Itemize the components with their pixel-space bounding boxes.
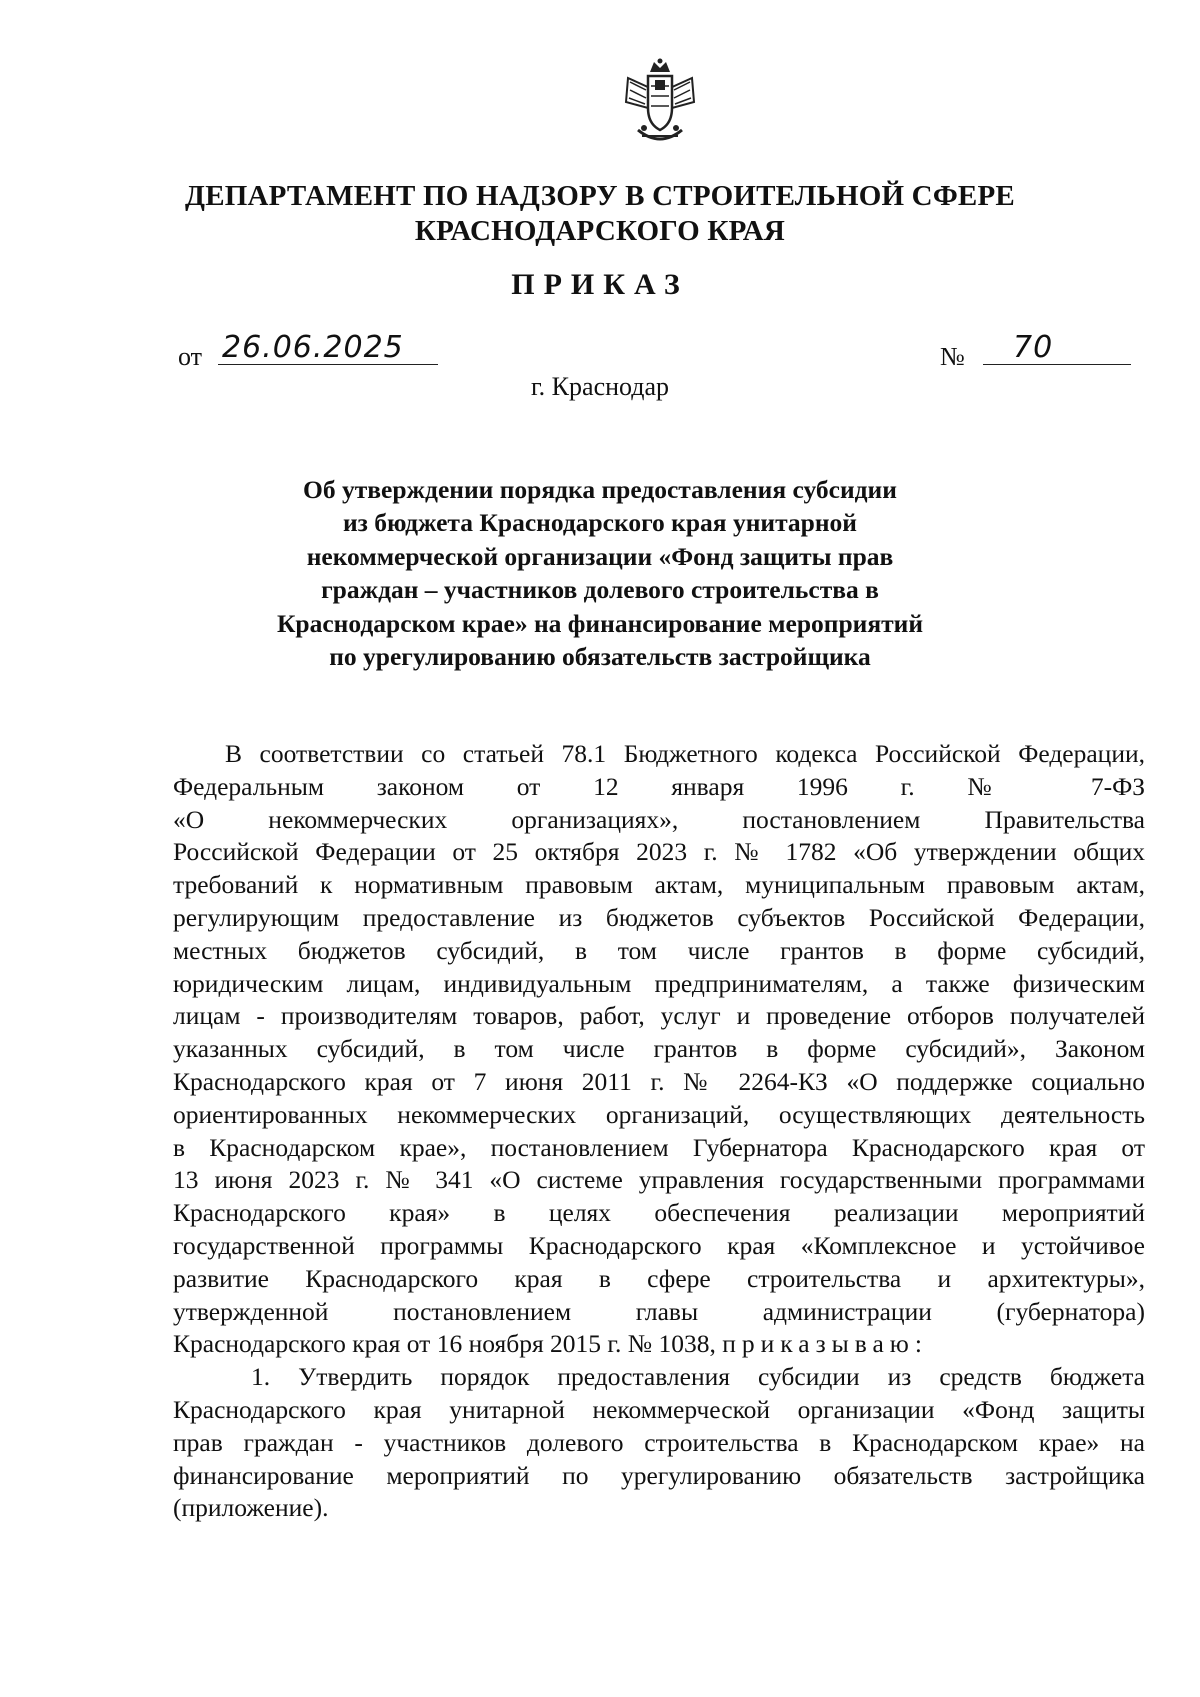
title-line: из бюджета Краснодарского края унитарной xyxy=(342,508,858,538)
body-line: «О некоммерческих организациях», постановлением Правительства xyxy=(173,804,1145,834)
order-number: 70 xyxy=(1013,330,1054,365)
order-body xyxy=(173,738,1145,1525)
body-line: требований к нормативным правовым актам, муниципальным правовым актам, xyxy=(173,870,1145,900)
body-line-prefix: Краснодарского края от 16 ноября 2015 г. № 1038, xyxy=(173,1329,716,1359)
body-line: Российской Федерации от 25 октября 2023 г. № 1782 «Об утверждении общих xyxy=(173,837,1145,867)
body-line: развитие Краснодарского края в сфере строительства и архитектуры», xyxy=(173,1263,1145,1293)
item-line: прав граждан - участников долевого строительства в Краснодарском крае» на xyxy=(173,1427,1145,1457)
body-line: Федеральным законом от 12 января 1996 г. № 7-ФЗ xyxy=(173,771,1145,801)
date-label: от xyxy=(178,342,203,371)
city-line: г. Краснодар xyxy=(530,372,670,401)
order-verb: приказываю: xyxy=(722,1329,928,1359)
body-line: 13 июня 2023 г. № 341 «О системе управления государственными программами xyxy=(173,1165,1145,1195)
item-line: 1. Утвердить порядок предоставления субсидии из средств бюджета xyxy=(251,1362,1145,1392)
title-line: Краснодарском крае» на финансирование мероприятий xyxy=(276,608,924,638)
item-line: финансирование мероприятий по урегулированию обязательств застройщика xyxy=(173,1460,1145,1490)
order-title xyxy=(200,473,1000,673)
krasnodar-coat-of-arms-icon xyxy=(620,58,700,148)
document-type-heading: ПРИКАЗ xyxy=(511,268,689,301)
item-line: Краснодарского края унитарной некоммерческой организации «Фонд защиты xyxy=(173,1394,1145,1424)
number-underline xyxy=(983,364,1131,365)
item-line: (приложение). xyxy=(173,1493,329,1523)
order-date: 26.06.2025 xyxy=(222,330,404,365)
body-line: юридическим лицам, индивидуальным предпринимателям, а также физическим xyxy=(173,968,1145,998)
title-line: некоммерческой организации «Фонд защиты прав xyxy=(306,541,894,571)
body-line: регулирующим предоставление из бюджетов субъектов Российской Федерации, xyxy=(173,902,1145,932)
body-line: Краснодарского края от 7 июня 2011 г. № 2264-КЗ «О поддержке социально xyxy=(173,1066,1145,1096)
body-line: ориентированных некоммерческих организаций, осуществляющих деятельность xyxy=(173,1099,1145,1129)
department-name-line2: КРАСНОДАРСКОГО КРАЯ xyxy=(414,215,786,247)
body-line: в Краснодарском крае», постановлением Губернатора Краснодарского края от xyxy=(173,1132,1145,1162)
body-line: утвержденной постановлением главы администрации (губернатора) xyxy=(173,1296,1145,1326)
department-name-line1: ДЕПАРТАМЕНТ ПО НАДЗОРУ В СТРОИТЕЛЬНОЙ СФЕРЕ xyxy=(185,180,1015,212)
body-line: лицам - производителям товаров, работ, услуг и проведение отборов получателей xyxy=(173,1001,1145,1031)
number-label: № xyxy=(940,342,965,371)
title-line: по урегулированию обязательств застройщика xyxy=(329,642,871,672)
title-line: Об утверждении порядка предоставления субсидии xyxy=(303,475,897,504)
title-line: граждан – участников долевого строительства в xyxy=(321,575,879,605)
body-line: государственной программы Краснодарского края «Комплексное и устойчивое xyxy=(173,1230,1145,1260)
body-line: местных бюджетов субсидий, в том числе грантов в форме субсидий, xyxy=(173,935,1145,965)
body-line: В соответствии со статьей 78.1 Бюджетного кодекса Российской Федерации, xyxy=(225,739,1145,768)
body-line xyxy=(173,1328,1145,1361)
body-line: Краснодарского края» в целях обеспечения реализации мероприятий xyxy=(173,1198,1145,1228)
body-line: указанных субсидий, в том числе грантов в форме субсидий», Законом xyxy=(173,1034,1145,1064)
